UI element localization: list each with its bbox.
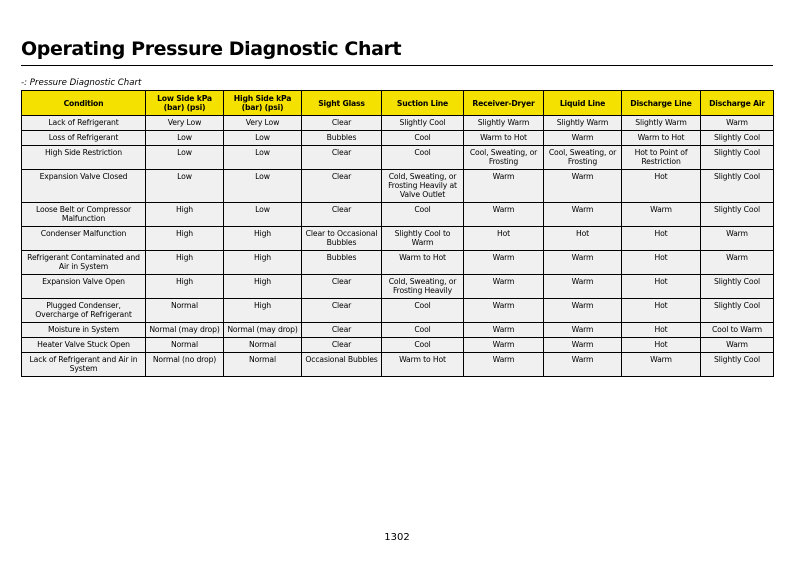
page-title: Operating Pressure Diagnostic Chart [21,38,402,60]
table-cell: Cool [382,323,464,338]
table-row [22,299,774,323]
header-condition: Condition [22,91,146,116]
header-receiver-dryer: Receiver-Dryer [464,91,544,116]
table-row [22,116,774,131]
table-cell: High [224,299,302,323]
table-row [22,203,774,227]
table-cell: Clear [302,338,382,353]
table-cell: Cool [382,338,464,353]
table-cell: Hot [622,251,701,275]
table-cell: High [146,203,224,227]
table-cell: Clear [302,275,382,299]
table-cell: Warm [464,203,544,227]
table-cell: Plugged Condenser, Overcharge of Refrigerant [22,299,146,323]
table-cell: Warm [544,275,622,299]
table-row [22,146,774,170]
table-cell: Hot [622,323,701,338]
table-cell: Hot [622,299,701,323]
table-cell: Warm to Hot [382,251,464,275]
table-row [22,251,774,275]
table-cell: Warm [622,203,701,227]
table-cell: Normal (no drop) [146,353,224,377]
table-cell: Low [146,146,224,170]
table-cell: Warm [701,251,774,275]
table-cell: Expansion Valve Open [22,275,146,299]
table-cell: Warm [622,353,701,377]
table-cell: Lack of Refrigerant [22,116,146,131]
table-cell: Clear [302,203,382,227]
table-cell: Refrigerant Contaminated and Air in System [22,251,146,275]
table-cell: Warm [544,170,622,203]
table-cell: Slightly Cool [701,170,774,203]
table-cell: Normal [224,353,302,377]
header-liquid-line: Liquid Line [544,91,622,116]
table-cell: Warm [701,338,774,353]
table-cell: High [146,275,224,299]
table-cell: Warm [464,251,544,275]
table-cell: High [224,275,302,299]
pressure-diagnostic-table [21,90,774,377]
table-cell: Low [146,131,224,146]
table-cell: Hot [622,338,701,353]
table-cell: Warm to Hot [622,131,701,146]
table-cell: Very Low [224,116,302,131]
header-high-side: High Side kPa (bar) (psi) [224,91,302,116]
table-cell: Warm [464,170,544,203]
table-caption: -: Pressure Diagnostic Chart [21,78,142,88]
table-cell: Cool, Sweating, or Frosting [544,146,622,170]
table-cell: Warm [544,131,622,146]
table-cell: Cold, Sweating, or Frosting Heavily at Valve Outlet [382,170,464,203]
table-cell: Condenser Malfunction [22,227,146,251]
table-cell: Loose Belt or Compressor Malfunction [22,203,146,227]
table-row [22,275,774,299]
table-cell: Hot [464,227,544,251]
table-row [22,170,774,203]
header-suction-line: Suction Line [382,91,464,116]
table-cell: Bubbles [302,131,382,146]
table-cell: Warm [701,116,774,131]
table-row [22,338,774,353]
table-cell: Hot to Point of Restriction [622,146,701,170]
table-cell: Clear [302,170,382,203]
table-row [22,131,774,146]
table-cell: Heater Valve Stuck Open [22,338,146,353]
table-cell: Warm [544,338,622,353]
table-cell: Warm [544,353,622,377]
table-cell: Slightly Warm [464,116,544,131]
table-cell: High [146,227,224,251]
table-cell: Clear [302,299,382,323]
table-header-row [22,91,774,116]
table-cell: Hot [544,227,622,251]
table-cell: Warm [464,353,544,377]
table-cell: Hot [622,227,701,251]
header-discharge-air: Discharge Air [701,91,774,116]
table-cell: Low [224,203,302,227]
table-cell: Very Low [146,116,224,131]
table-cell: Warm [464,275,544,299]
table-cell: Warm [701,227,774,251]
table-cell: High [224,227,302,251]
table-cell: Clear [302,323,382,338]
table-cell: Warm to Hot [464,131,544,146]
table-cell: Warm [544,203,622,227]
header-discharge-line: Discharge Line [622,91,701,116]
table-cell: Hot [622,275,701,299]
table-row [22,323,774,338]
table-cell: Low [146,170,224,203]
table-row [22,227,774,251]
table-cell: High [146,251,224,275]
table-cell: Slightly Warm [544,116,622,131]
table-cell: Low [224,146,302,170]
table-cell: Slightly Cool [701,131,774,146]
table-cell: Normal [224,338,302,353]
table-cell: Slightly Cool [701,275,774,299]
table-cell: Cool [382,146,464,170]
table-cell: Slightly Cool [382,116,464,131]
table-cell: Normal [146,338,224,353]
table-cell: Warm [464,323,544,338]
table-cell: Expansion Valve Closed [22,170,146,203]
table-cell: Low [224,131,302,146]
table-cell: Loss of Refrigerant [22,131,146,146]
table-cell: Slightly Cool [701,299,774,323]
table-cell: Slightly Cool [701,146,774,170]
table-cell: Cool [382,203,464,227]
table-cell: Warm to Hot [382,353,464,377]
table-cell: Normal [146,299,224,323]
title-divider [21,65,773,66]
table-cell: Slightly Cool [701,353,774,377]
table-cell: Hot [622,170,701,203]
table-cell: Lack of Refrigerant and Air in System [22,353,146,377]
table-cell: Clear [302,116,382,131]
table-cell: Slightly Cool [701,203,774,227]
table-cell: Normal (may drop) [146,323,224,338]
table-cell: Warm [464,299,544,323]
table-cell: Bubbles [302,251,382,275]
table-cell: Moisture in System [22,323,146,338]
header-low-side: Low Side kPa (bar) (psi) [146,91,224,116]
table-cell: Warm [464,338,544,353]
table-cell: Warm [544,299,622,323]
table-cell: Slightly Cool to Warm [382,227,464,251]
table-cell: Cool [382,299,464,323]
table-row [22,353,774,377]
table-cell: Cool, Sweating, or Frosting [464,146,544,170]
table-cell: Slightly Warm [622,116,701,131]
table-cell: Low [224,170,302,203]
table-cell: High Side Restriction [22,146,146,170]
page-number: 1302 [384,532,410,543]
table-cell: Cold, Sweating, or Frosting Heavily [382,275,464,299]
table-cell: Clear [302,146,382,170]
table-cell: Warm [544,323,622,338]
table-cell: High [224,251,302,275]
table-cell: Warm [544,251,622,275]
table-cell: Occasional Bubbles [302,353,382,377]
table-cell: Normal (may drop) [224,323,302,338]
table-cell: Cool [382,131,464,146]
table-cell: Clear to Occasional Bubbles [302,227,382,251]
header-sight-glass: Sight Glass [302,91,382,116]
table-cell: Cool to Warm [701,323,774,338]
